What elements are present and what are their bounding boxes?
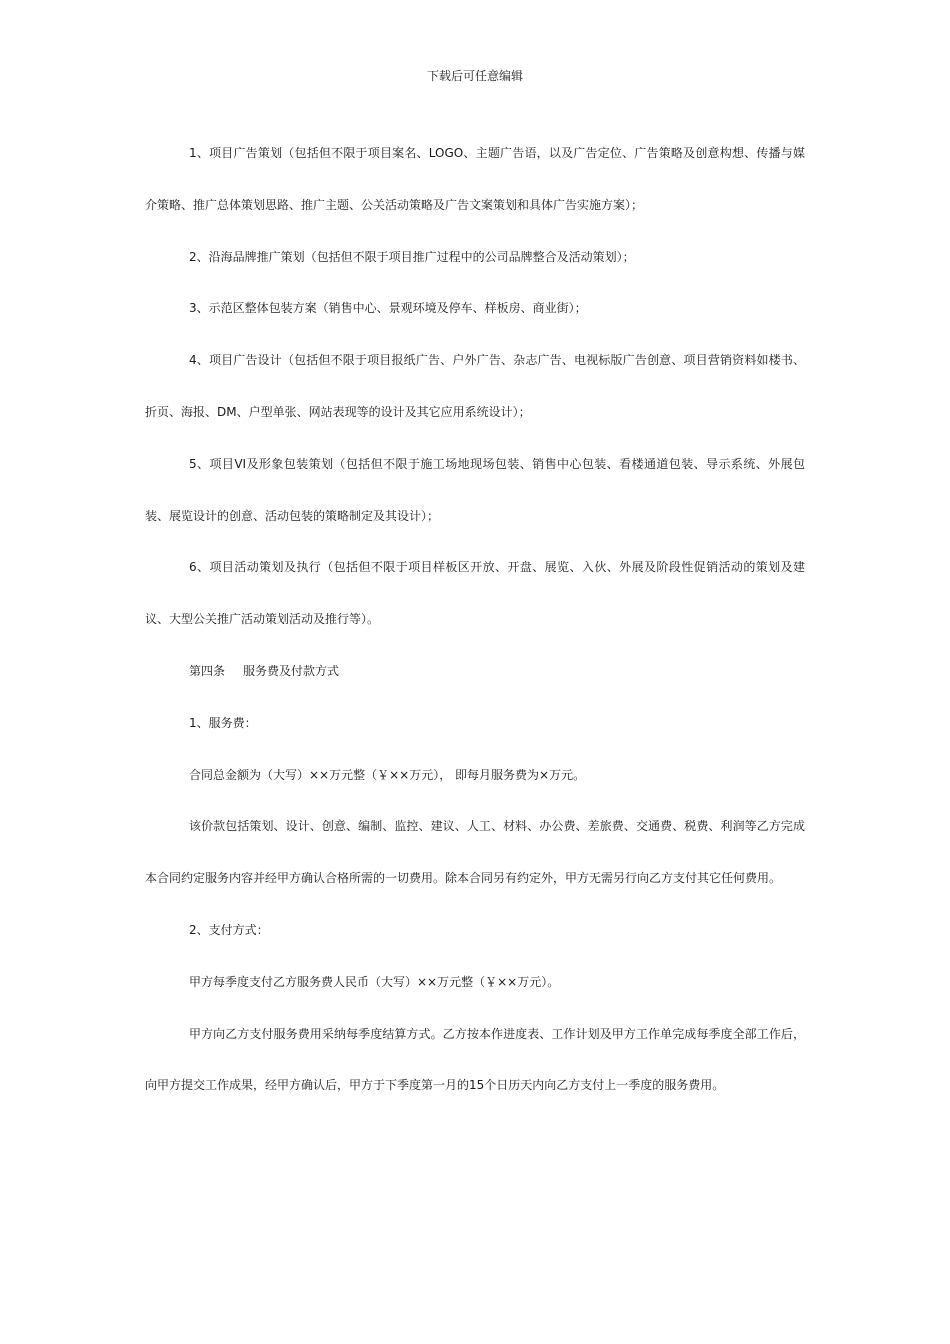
paragraph: 该价款包括策划、设计、创意、编制、监控、建议、人工、材料、办公费、差旅费、交通费、税费、利润等乙方完成本合同约定服务内容并经甲方确认合格所需的一切费用。除本合同另有约定外，甲方无需另行向乙方支付其它任何费用。 bbox=[145, 819, 805, 886]
paragraph: 6、项目活动策划及执行（包括但不限于项目样板区开放、开盘、展览、入伙、外展及阶段性促销活动的策划及建议、大型公关推广活动策划活动及推行等）。 bbox=[145, 560, 805, 627]
article-title: 服务费及付款方式 bbox=[243, 663, 340, 678]
paragraph: 4、项目广告设计（包括但不限于项目报纸广告、户外广告、杂志广告、电视标版广告创意、项目营销资料如楼书、折页、海报、DM、户型单张、网站表现等的设计及其它应用系统设计）； bbox=[145, 353, 805, 419]
paragraph: 甲方每季度支付乙方服务费人民币（大写）××万元整（￥××万元）。 bbox=[189, 974, 560, 989]
document-body bbox=[145, 128, 805, 1112]
paragraph: 2、沿海品牌推广策划（包括但不限于项目推广过程中的公司品牌整合及活动策划）； bbox=[189, 249, 635, 264]
paragraph: 1、服务费： bbox=[189, 715, 257, 730]
paragraph: 合同总金额为（大写）××万元整（￥××万元）， 即每月服务费为×万元。 bbox=[189, 767, 586, 782]
paragraph: 2、支付方式： bbox=[189, 922, 269, 937]
paragraph: 5、项目VI及形象包装策划（包括但不限于施工场地现场包装、销售中心包装、看楼通道包装、导示系统、外展包装、展览设计的创意、活动包装的策略制定及其设计）； bbox=[145, 456, 805, 523]
page-header: 下载后可任意编辑 bbox=[426, 69, 523, 83]
paragraph: 甲方向乙方支付服务费用采纳每季度结算方式。乙方按本作进度表、工作计划及甲方工作单完成每季度全部工作后，向甲方提交工作成果，经甲方确认后，甲方于下季度第一月的15个日历天内向乙方支付上一季度的服务费用。 bbox=[145, 1026, 805, 1093]
article-number: 第四条 bbox=[189, 663, 226, 678]
paragraph: 3、示范区整体包装方案（销售中心、景观环境及停车、样板房、商业街）； bbox=[189, 301, 587, 316]
article-heading bbox=[145, 646, 805, 698]
paragraph: 1、项目广告策划（包括但不限于项目案名、LOGO、主题广告语，以及广告定位、广告策略及创意构想、传播与媒介策略、推广总体策划思路、推广主题、公关活动策略及广告文案策划和具体广告实施方案）； bbox=[145, 146, 805, 212]
